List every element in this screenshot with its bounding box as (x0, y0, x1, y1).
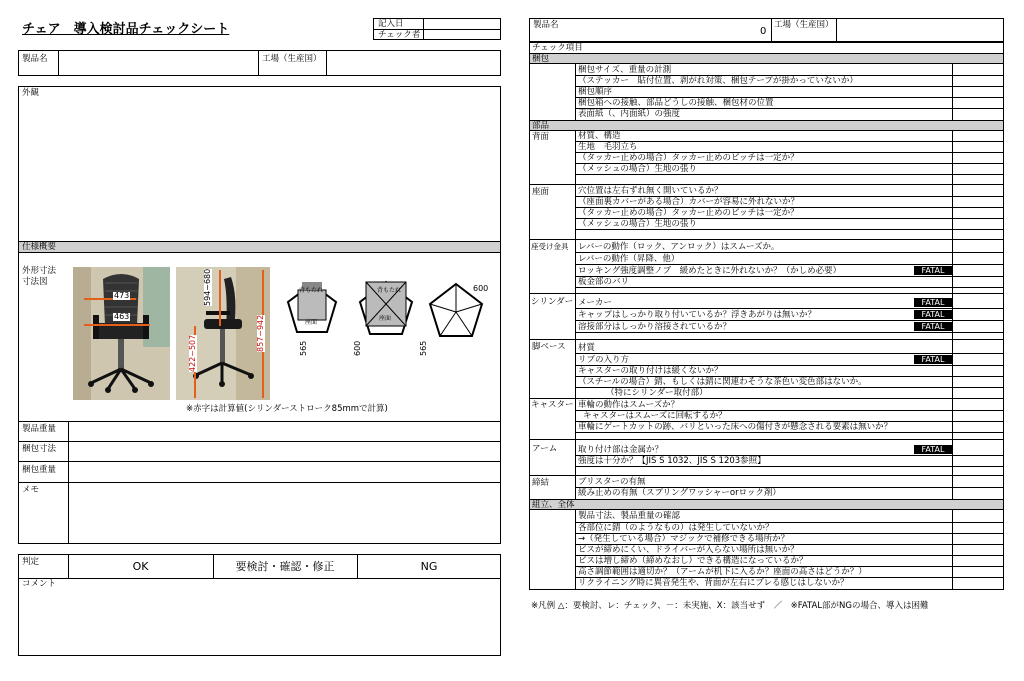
judgment-ok-option[interactable]: OK (132, 560, 149, 573)
total-height-label: 857~942 (256, 314, 265, 352)
caster-item: 車輪の動作はスムーズか？ (578, 400, 680, 410)
fatal-badge: FATAL (914, 445, 952, 454)
appearance-label: 外観 (22, 88, 40, 98)
right-factory-label: 工場（生産国） (774, 20, 834, 30)
assembly-item: 製品寸法、製品重量の確認 (578, 511, 681, 521)
dim-600-mid: 600 (353, 340, 362, 356)
width-lower-label: 463 (114, 312, 130, 321)
diagram2-backrest-tag: 背もたれ (377, 287, 402, 294)
memo-field[interactable] (69, 483, 500, 543)
packing-item: 梱包箱への接触、部品どうしの接触、梱包材の位置 (578, 98, 774, 108)
width-upper-label: 473 (114, 291, 130, 300)
parts-label: 部品 (532, 121, 550, 131)
caster-item: 車輪にゲートカットの跡、バリといった床への傷付きが懸念される要素は無いか？ (578, 422, 893, 432)
cylinder-category: シリンダー (531, 297, 574, 307)
parts-bar (530, 120, 1003, 131)
seat-category: 座面 (532, 187, 550, 197)
seat-item: （タッカー止めの場合）タッカー止めのピッチは一定か？ (578, 208, 799, 218)
packing-item: （ステッカー 貼付位置、剥がれ対策、梱包テープが掛かっていないか） (578, 76, 858, 86)
fatal-badge: FATAL (914, 298, 952, 307)
top-view-diagram-2 (356, 276, 416, 342)
arm-category: アーム (532, 444, 558, 454)
dims-label-2: 寸法図 (22, 277, 48, 287)
back-item: （タッカー止めの場合）タッカー止めのピッチは一定か？ (578, 153, 799, 163)
seat-item: 穴位置は左右ずれ無く開いているか？ (578, 186, 723, 196)
base-item: （スチールの場合）錆、もしくは錆に関連わそうな茶色い変色部はないか。 (578, 377, 867, 387)
seat-fitting-item: レバーの動作（ロック、アンロック）はスムーズか。 (578, 242, 780, 252)
judgment-label: 判定 (22, 557, 40, 567)
comment-label: コメント (22, 579, 57, 589)
dim-600-right: 600 (473, 284, 489, 293)
packing-item: 梱包サイズ、重量の計測 (578, 65, 672, 75)
pack-dims-field[interactable] (69, 442, 500, 460)
assembly-item: →（発生している場合）マジックで補修できる場所か？ (578, 534, 790, 544)
fatal-badge: FATAL (914, 355, 952, 364)
seat-fitting-item: ロッキング強度調整ノブ 緩めたときに外れないか？（かしめ必要） (578, 266, 842, 276)
product-name-field[interactable] (59, 51, 257, 75)
assembly-item: 高さ調節範囲は適切か？（アームが机下に入るか？座面の高さはどうか？） (578, 567, 867, 577)
cylinder-item: 溶接部分はしっかり溶接されているか？ (578, 322, 732, 332)
back-height-label: 594~680 (203, 268, 212, 306)
assembly-label: 組立、全体 (532, 500, 575, 510)
weight-label: 製品重量 (22, 424, 57, 434)
fatal-badge: FATAL (914, 310, 952, 319)
packing-item: 梱包順序 (578, 87, 613, 97)
packing-bar (530, 53, 1003, 64)
back-item: 材質、構造 (578, 131, 621, 141)
seat-fitting-item: 板金部のバリ (578, 277, 630, 287)
diagram2-seat-tag: 座面 (379, 315, 392, 322)
assembly-item: ビスが締めにくい、ドライバーが入らない場所は無いか？ (578, 545, 799, 555)
appearance-area[interactable] (19, 100, 500, 240)
seat-fitting-item: レバーの動作（昇降、他） (578, 254, 680, 264)
factory-label: 工場（生産国） (262, 54, 322, 64)
seat-fitting-category: 座受け金具 (531, 242, 569, 251)
judgment-ng-option[interactable]: NG (420, 560, 438, 573)
cylinder-item: メーカー (578, 298, 612, 308)
diagram1-backrest-tag: 背もたれ (299, 287, 324, 294)
assembly-item: リクライニング時に異音発生や、背面が左右にブレる感じはしないか？ (578, 578, 849, 588)
check-items-label: チェック項目 (532, 43, 583, 53)
right-factory-field[interactable] (837, 19, 1003, 41)
pack-weight-label: 梱包重量 (22, 465, 57, 475)
arm-item: 強度は十分か？【JIS S 1032、JIS S 1203参照】 (578, 456, 766, 466)
base-item: （特にシリンダー取付部） (606, 388, 708, 398)
fatal-badge: FATAL (914, 322, 952, 331)
back-category: 背面 (532, 132, 550, 142)
pack-dims-label: 梱包寸法 (22, 444, 57, 454)
pack-weight-field[interactable] (69, 462, 500, 481)
seat-item: （座面裏カバーがある場合）カバーが容易に外れないか？ (578, 197, 800, 207)
page-title: チェア 導入検討品チェックシート (22, 22, 230, 37)
spec-summary-bar (19, 241, 500, 253)
memo-label: メモ (22, 485, 40, 495)
packing-label: 梱包 (532, 54, 550, 64)
base-item: リブの入り方 (578, 355, 630, 365)
right-product-name-label: 製品名 (533, 20, 559, 30)
back-item: （メッシュの場合）生地の張り (578, 164, 697, 174)
assembly-item: ビスは増し締め（締めなおし）できる構造になっているか？ (578, 556, 808, 566)
seat-height-label: 422~507 (188, 334, 197, 372)
arm-item: 取り付け部は金属か？ (578, 445, 664, 455)
fasten-item: ブリスターの有無 (578, 477, 646, 487)
assembly-item: 各部位に錆（のようなもの）は発生していないか？ (578, 523, 774, 533)
dim-565-right: 565 (419, 340, 428, 356)
chair-front-photo (73, 267, 170, 400)
factory-field[interactable] (327, 51, 500, 75)
checker-label: チェック者 (378, 30, 421, 40)
checker-field[interactable] (424, 30, 500, 39)
back-item: 生地 毛羽立ち (578, 142, 638, 152)
top-view-diagram-1 (284, 276, 340, 342)
cylinder-item: キャップはしっかり取り付いているか？浮きあがりは無いか？ (578, 310, 817, 320)
right-product-value[interactable]: 0 (760, 26, 767, 37)
fatal-badge: FATAL (914, 266, 952, 275)
product-name-label: 製品名 (22, 54, 48, 64)
comment-field[interactable] (19, 592, 500, 655)
diagram1-seat-tag: 座面 (305, 319, 318, 326)
packing-item: 表面紙（、内面紙）の強度 (578, 109, 681, 119)
caster-item: キャスターはスムーズに回転するか？ (583, 411, 727, 421)
fill-date-field[interactable] (424, 19, 500, 28)
dim-565-left: 565 (299, 340, 308, 356)
seat-item: （メッシュの場合）生地の張り (578, 219, 697, 229)
base-item: 材質 (578, 343, 596, 353)
spec-summary-label: 仕様概要 (22, 242, 57, 252)
fasten-item: 緩み止めの有無（スプリングワッシャーorロック剤） (578, 488, 781, 498)
assembly-bar (530, 499, 1003, 510)
weight-field[interactable] (69, 422, 500, 440)
caster-category: キャスター (531, 400, 574, 410)
fill-date-label: 記入日 (378, 19, 404, 29)
dims-label-1: 外形寸法 (22, 266, 57, 276)
legend-note: ※凡例 △：要検討、レ：チェック、－：未実施、X：該当せず ／ ※FATAL部がNGの場合、導入は困難 (531, 601, 929, 611)
calc-note: ※赤字は計算値(シリンダーストローク85mmで計算) (186, 404, 388, 414)
base-item: キャスターの取り付けは緩くないか？ (578, 366, 723, 376)
base-category: 脚ベース (532, 342, 566, 352)
judgment-review-option[interactable]: 要検討・確認・修正 (235, 560, 335, 573)
fasten-category: 締結 (532, 478, 550, 488)
